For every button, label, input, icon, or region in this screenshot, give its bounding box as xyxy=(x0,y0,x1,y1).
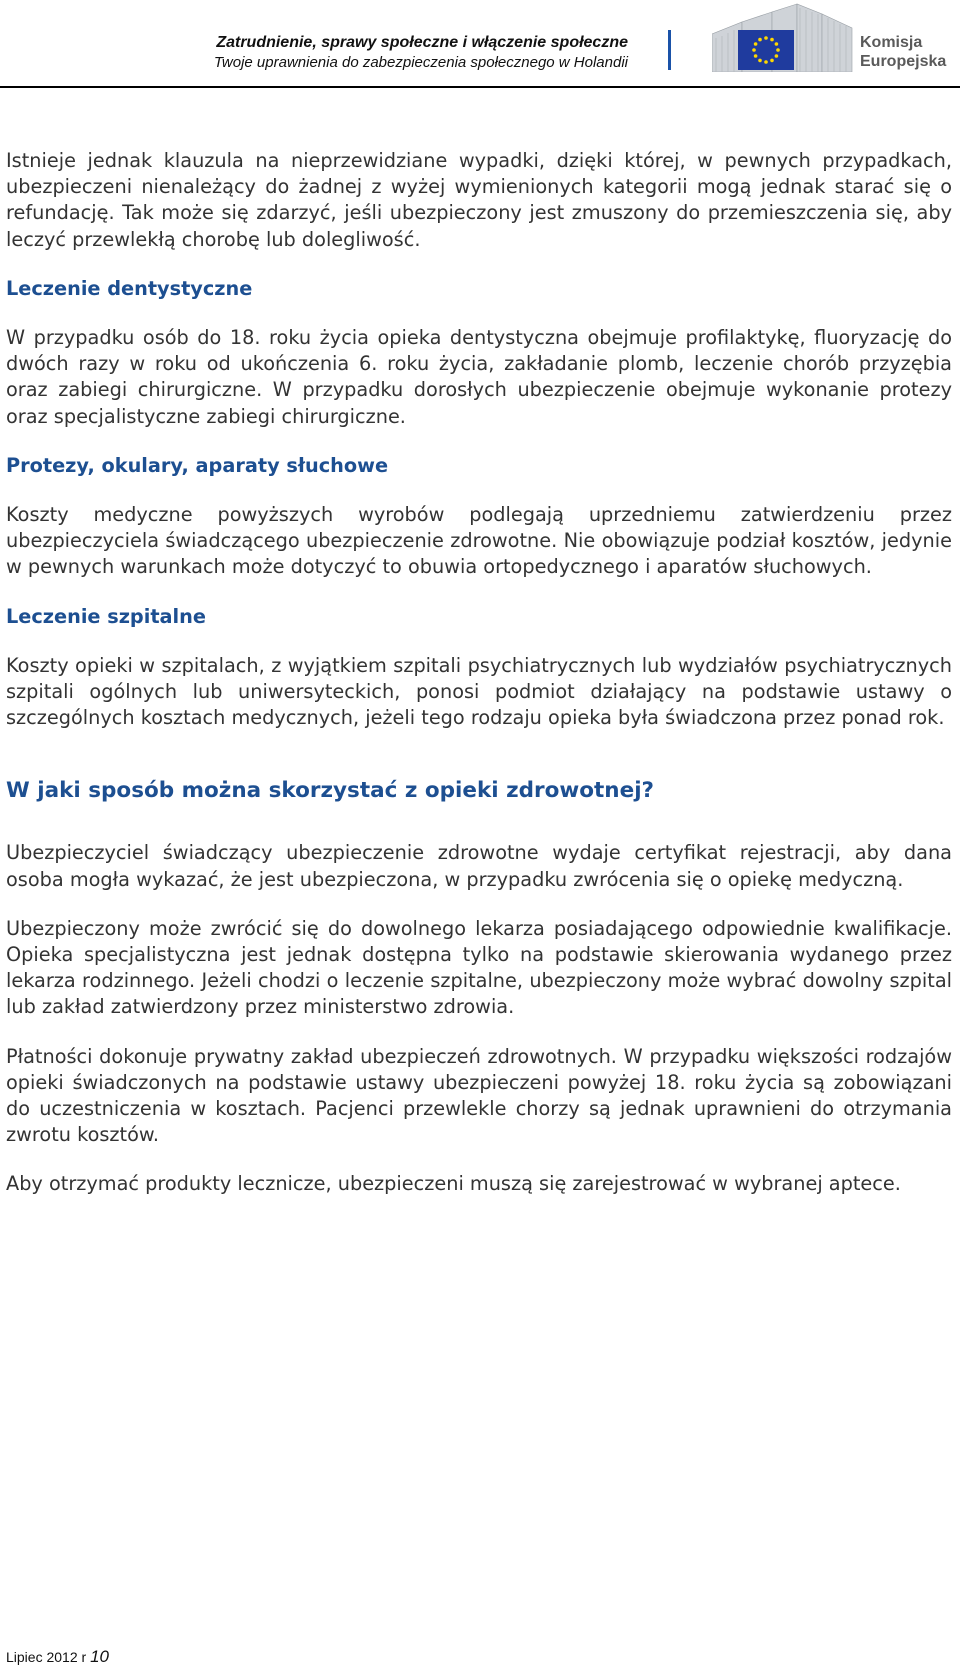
header-divider xyxy=(668,30,671,70)
paragraph-dental: W przypadku osób do 18. roku życia opieka dentystyczna obejmuje profilaktykę, fluoryzację do dwóch razy w roku od ukończenia 6. roku życia, zakładanie plomb, leczenie chorób przyzębia oraz zabiegi chirurgiczne. W przypadku dorosłych ubezpieczenie obejmuje wykonanie protezy oraz specjalistyczne zabiegi chirurgiczne. xyxy=(6,326,952,428)
paragraph-pharmacy: Aby otrzymać produkty lecznicze, ubezpieczeni muszą się zarejestrować w wybranej aptece. xyxy=(6,1172,901,1196)
header-title-main: Zatrudnienie, sprawy społeczne i włączenie społeczne xyxy=(216,34,628,51)
footer-date: Lipiec 2012 r xyxy=(6,1649,87,1665)
eu-flag-icon xyxy=(738,30,794,70)
heading-prosthetics: Protezy, okulary, aparaty słuchowe xyxy=(6,453,389,477)
logo-line2: Europejska xyxy=(860,53,947,70)
page-footer xyxy=(6,1648,109,1666)
page-header xyxy=(0,0,960,88)
header-title-sub: Twoje uprawnienia do zabezpieczenia społecznego w Holandii xyxy=(213,54,628,71)
paragraph-certificate: Ubezpieczyciel świadczący ubezpieczenie zdrowotne wydaje certyfikat rejestracji, aby dana osoba mogła wykazać, że jest ubezpieczona, w przypadku zwrócenia się o opiekę medyczną. xyxy=(6,841,952,891)
heading-dental: Leczenie dentystyczne xyxy=(6,276,253,300)
header-titles xyxy=(214,33,628,73)
document-body xyxy=(6,148,952,1198)
page-number: 10 xyxy=(90,1647,109,1666)
paragraph-hospital: Koszty opieki w szpitalach, z wyjątkiem szpitali psychiatrycznych lub wydziałów psychiatrycznych szpitali ogólnych lub uniwersyteckich, ponosi podmiot działający na podstawie ustawy o szczególnych kosztach medycznych, jeżeli tego rodzaju opieka była świadczona przez ponad rok. xyxy=(6,653,952,730)
heading-hospital: Leczenie szpitalne xyxy=(6,604,206,628)
paragraph-refund-clause: Istnieje jednak klauzula na nieprzewidziane wypadki, dzięki której, w pewnych przypadkach, ubezpieczeni nienależący do żadnej z wyżej wymienionych kategorii mogą jednak starać się o refundację. Tak może się zdarzyć, jeśli ubezpieczony jest zmuszony do przemieszczenia się, aby leczyć przewlekłą chorobę lub dolegliwość. xyxy=(6,149,952,251)
commission-logo-text xyxy=(860,33,946,71)
paragraph-prosthetics: Koszty medyczne powyższych wyrobów podlegają uprzedniemu zatwierdzeniu przez ubezpieczyciela świadczącego ubezpieczenie zdrowotne. Nie obowiązuje podział kosztów, jedynie w pewnych warunkach może dotyczyć to obuwia ortopedycznego i aparatów słuchowych. xyxy=(6,503,952,579)
paragraph-payments: Płatności dokonuje prywatny zakład ubezpieczeń zdrowotnych. W przypadku większości rodzajów opieki świadczonych na podstawie ustawy ubezpieczeni powyżej 18. roku życia są zobowiązani do uczestniczenia w kosztach. Pacjenci przewlekle chorzy są jednak uprawnieni do otrzymania zwrotu kosztów. xyxy=(6,1044,952,1147)
paragraph-doctor-choice: Ubezpieczony może zwrócić się do dowolnego lekarza posiadającego odpowiednie kwalifikacje. Opieka specjalistyczna jest jednak dostępna tylko na podstawie skierowania wydanego przez lekarza rodzinnego. Jeżeli chodzi o leczenie szpitalne, ubezpieczony może wybrać dowolny szpital lub zakład zatwierdzony przez ministerstwo zdrowia. xyxy=(6,916,952,1019)
logo-line1: Komisja xyxy=(860,34,923,51)
heading-how-to-access-care: W jaki sposób można skorzystać z opieki zdrowotnej? xyxy=(6,778,655,804)
